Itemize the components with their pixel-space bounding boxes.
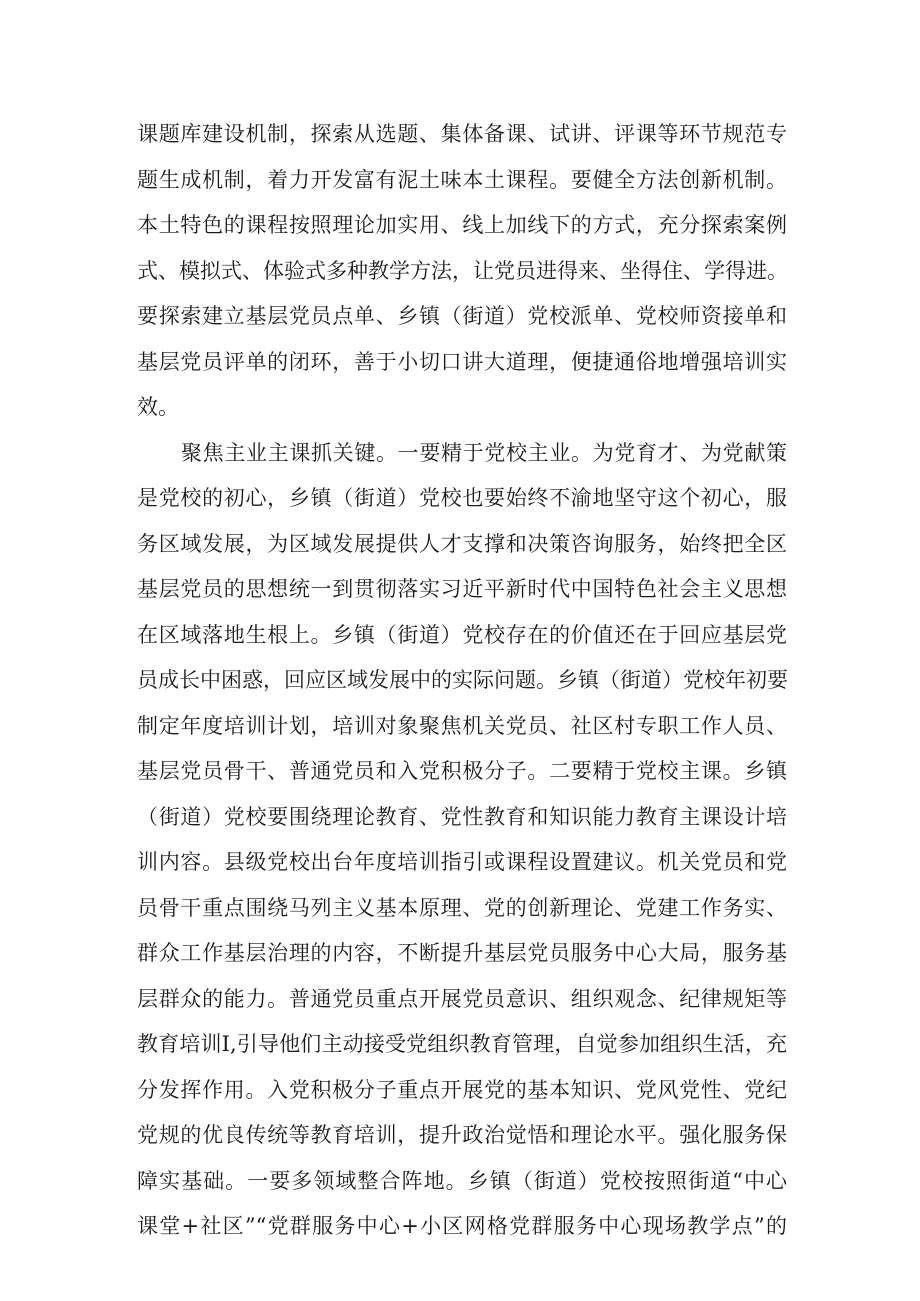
text-line: 障实基础。一要多领域整合阵地。乡镇（街道）党校按照街道“中心	[137, 1168, 787, 1193]
text-line: 员成长中困惑，回应区域发展中的实际问题。乡镇（街道）党校年初要	[137, 668, 788, 692]
text-line: 教育培训I,引导他们主动接受党组织教育管理，自觉参加组织生活，充	[137, 1032, 787, 1056]
document-body	[137, 112, 787, 1250]
text-line: 务区域发展，为区域发展提供人才支撑和决策咨询服务，始终把全区	[137, 531, 787, 556]
text-line: 式、模拟式、体验式多种教学方法，让党员进得来、坐得住、学得进。	[137, 258, 788, 283]
text-line: 员骨干重点围绕马列主义基本原理、党的创新理论、党建工作务实、	[137, 895, 787, 920]
text-line: 课堂+社区”“党群服务中心+小区网格党群服务中心现场教学点”的	[137, 1214, 787, 1238]
text-line: 要探索建立基层党员点单、乡镇（街道）党校派单、党校师资接单和	[137, 304, 787, 328]
text-line: 基层党员评单的闭环，善于小切口讲大道理，便捷通俗地增强培训实	[137, 349, 787, 374]
text-line: 分发挥作用。入党积极分子重点开展党的基本知识、党风党性、党纪	[137, 1077, 787, 1102]
paragraph-start-line: 聚焦主业主课抓关键。一要精于党校主业。为党育才、为党献策	[181, 440, 787, 465]
text-line: 层群众的能力。普通党员重点开展党员意识、组织观念、纪律规矩等	[137, 986, 787, 1011]
text-line: 群众工作基层治理的内容，不断提升基层党员服务中心大局，服务基	[137, 941, 787, 965]
text-line: 制定年度培训计划，培训对象聚焦机关党员、社区村专职工作人员、	[137, 713, 787, 738]
text-line: （街道）党校要围绕理论教育、党性教育和知识能力教育主课设计培	[137, 804, 787, 829]
text-line: 题生成机制，着力开发富有泥土味本土课程。要健全方法创新机制。	[137, 167, 787, 192]
text-line: 是党校的初心，乡镇（街道）党校也要始终不渝地坚守这个初心，服	[137, 486, 787, 510]
text-line: 基层党员的思想统一到贯彻落实习近平新时代中国特色社会主义思想	[137, 577, 787, 601]
text-line: 本土特色的课程按照理论加实用、线上加线下的方式，充分探索案例	[137, 213, 787, 237]
text-line: 基层党员骨干、普通党员和入党积极分子。二要精于党校主课。乡镇	[137, 759, 787, 783]
text-line: 课题库建设机制，探索从选题、集体备课、试讲、评课等环节规范专	[137, 122, 787, 146]
text-line: 训内容。县级党校出台年度培训指引或课程设置建议。机关党员和党	[137, 850, 787, 874]
text-line: 效。	[137, 395, 179, 419]
text-line: 党规的优良传统等教育培训，提升政治觉悟和理论水平。强化服务保	[137, 1123, 787, 1147]
text-line: 在区域落地生根上。乡镇（街道）党校存在的价值还在于回应基层党	[137, 622, 787, 647]
